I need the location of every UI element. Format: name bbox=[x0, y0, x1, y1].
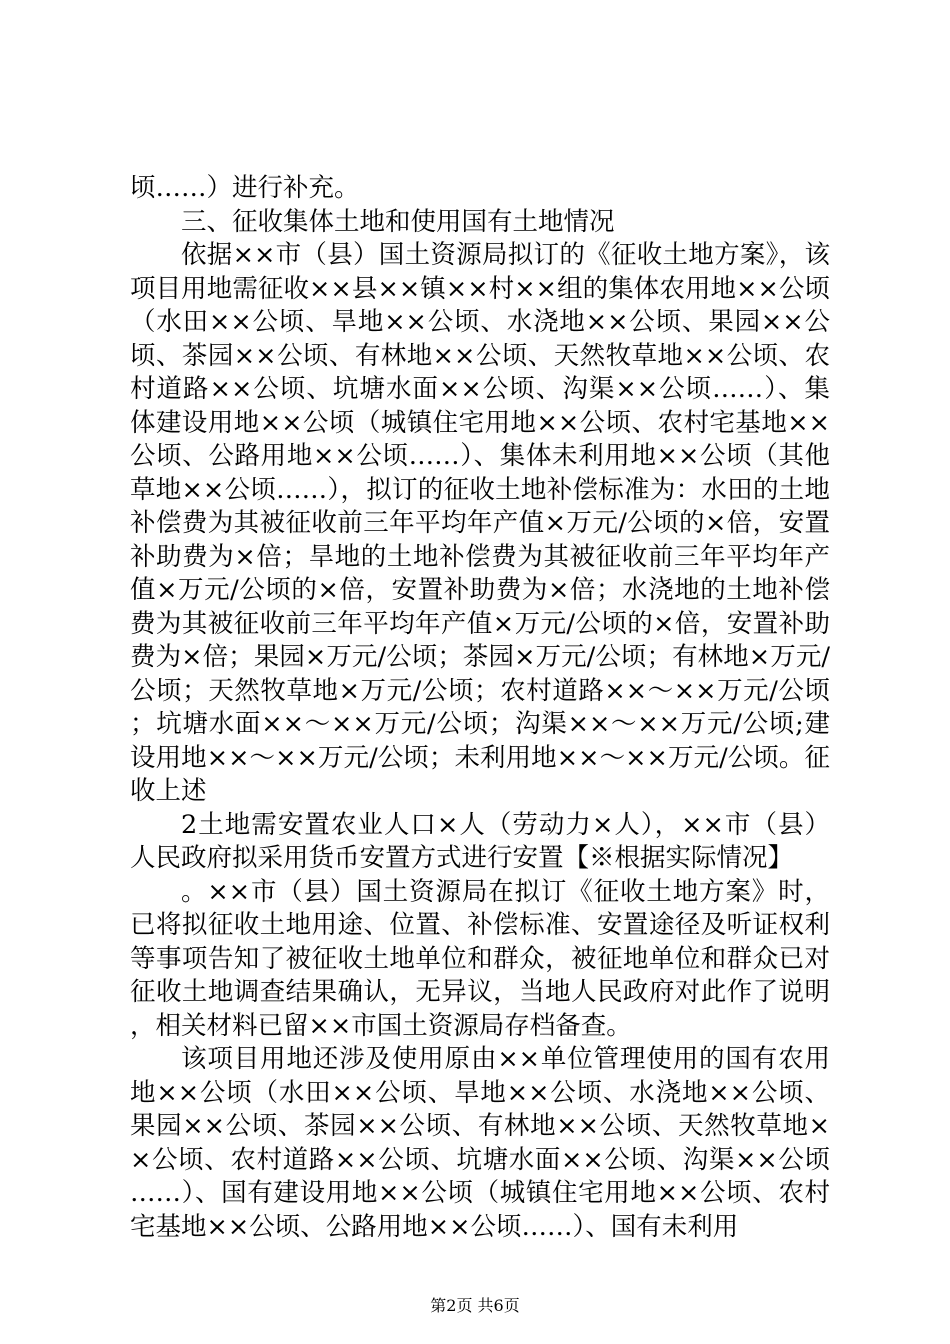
paragraph-5: 。××市（县）国土资源局在拟订《征收土地方案》时，已将拟征收土地用途、位置、补偿标准、安置途径及听证权利等事项告知了被征收土地单位和群众，被征地单位和群众已对征收土地调查结果确认，无异议，当地人民政府对此作了说明，相关材料已留××市国土资源局存档备查。 bbox=[130, 876, 830, 1041]
paragraph-1: 顷……）进行补充。 bbox=[130, 173, 360, 203]
paragraph-3: 依据××市（县）国土资源局拟订的《征收土地方案》，该项目用地需征收××县××镇××村××组的集体农用地××公顷（水田××公顷、旱地××公顷、水浇地××公顷、果园××公顷、茶园××公顷、有林地××公顷、天然牧草地××公顷、农村道路××公顷、坑塘水面××公顷、沟渠××公顷……）、集体建设用地××公顷（城镇住宅用地××公顷、农村宅基地××公顷、公路用地××公顷……）、集体未利用地××公顷（其他草地××公顷……），拟订的征收土地补偿标准为：水田的土地补偿费为其被征收前三年平均年产值×万元/公顷的×倍，安置补助费为×倍；旱地的土地补偿费为其被征收前三年平均年产值×万元/公顷的×倍，安置补助费为×倍；水浇地的土地补偿费为其被征收前三年平均年产值×万元/公顷的×倍，安置补助费为×倍；果园×万元/公顷；茶园×万元/公顷；有林地×万元/公顷；天然牧草地×万元/公顷；农村道路××～××万元/公顷；坑塘水面××～××万元/公顷；沟渠××～××万元/公顷;建设用地××～××万元/公顷；未利用地××～××万元/公顷。征收上述 bbox=[130, 240, 830, 806]
paragraph-4: 2土地需安置农业人口×人（劳动力×人），××市（县）人民政府拟采用货币安置方式进行安置【※根据实际情况】 bbox=[130, 809, 830, 873]
paragraph-6: 该项目用地还涉及使用原由××单位管理使用的国有农用地××公顷（水田××公顷、旱地××公顷、水浇地××公顷、果园××公顷、茶园××公顷、有林地××公顷、天然牧草地××公顷、农村道路××公顷、坑塘水面××公顷、沟渠××公顷……）、国有建设用地××公顷（城镇住宅用地××公顷、农村宅基地××公顷、公路用地××公顷……）、国有未利用 bbox=[130, 1044, 830, 1242]
document-body bbox=[130, 172, 830, 1244]
section-heading: 三、征收集体土地和使用国有土地情况 bbox=[181, 206, 615, 237]
page-number-footer: 第2页 共6页 bbox=[430, 1296, 520, 1315]
